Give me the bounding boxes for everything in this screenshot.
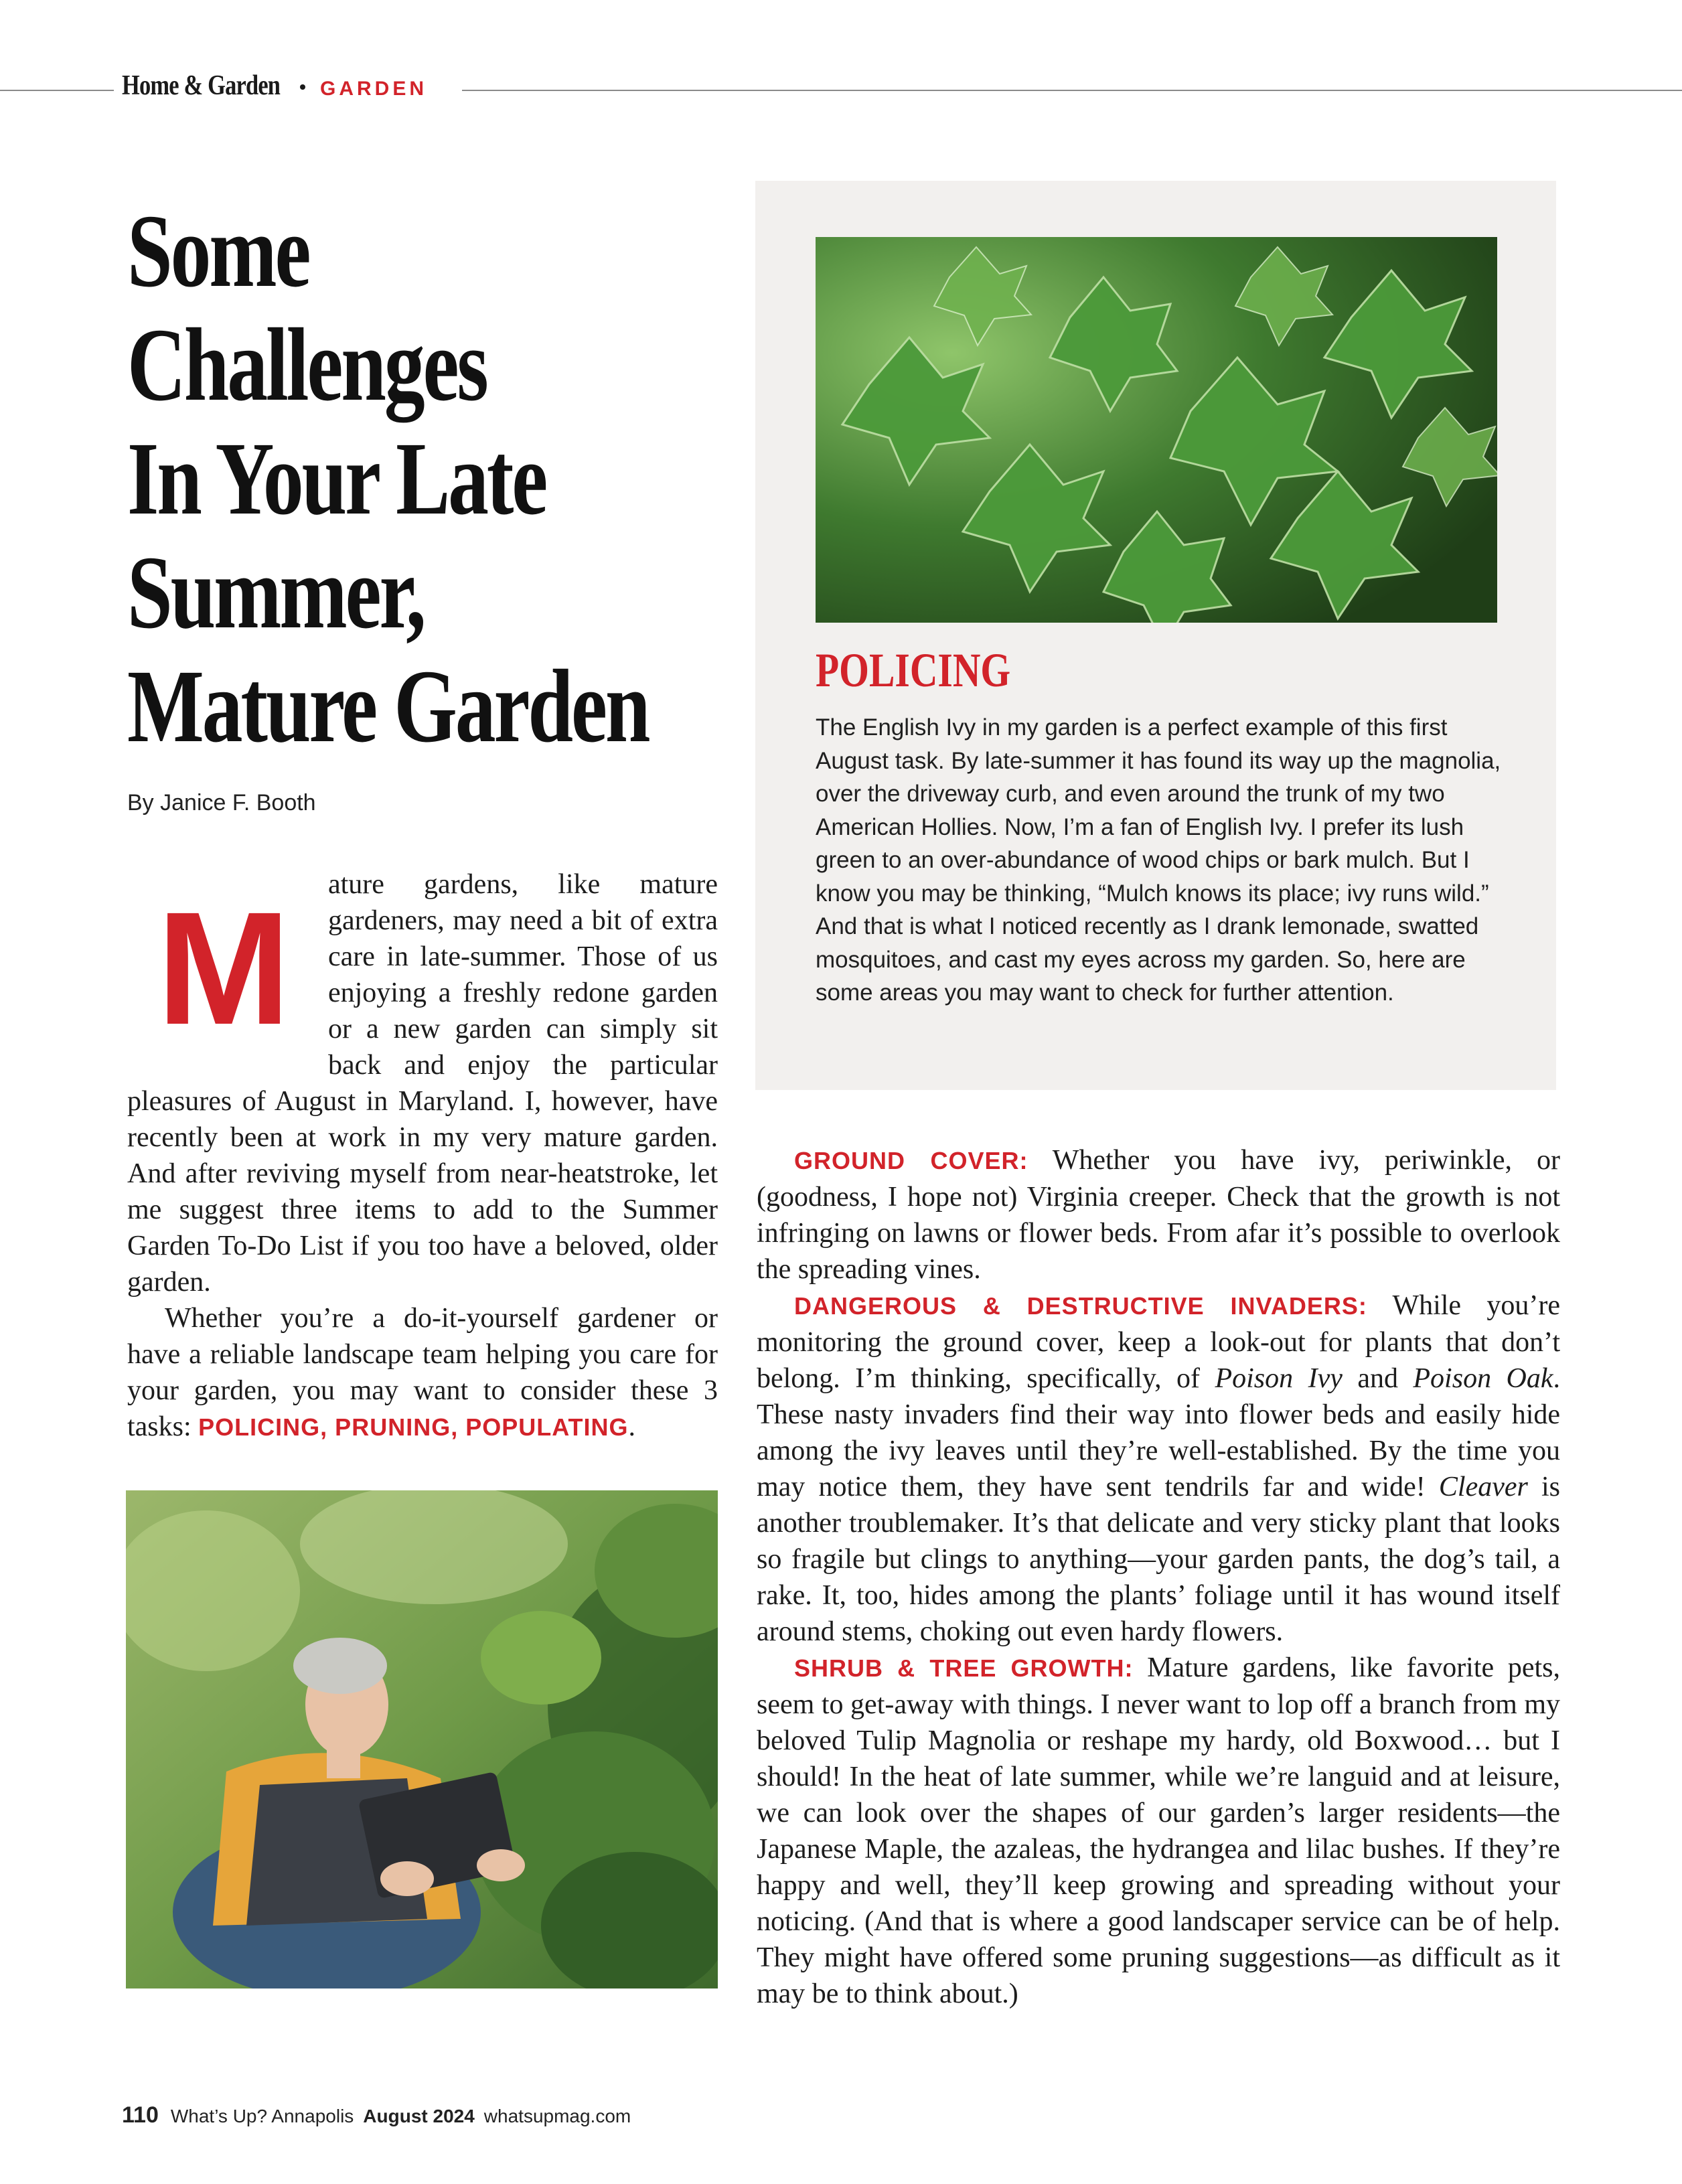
header-separator-dot (300, 84, 305, 90)
title-line: Some (127, 193, 309, 309)
invaders-label: DANGEROUS & DESTRUCTIVE INVADERS: (794, 1292, 1367, 1320)
invaders-text-1: While you’re monitoring the ground cover, keep a look-out for plants that don’t belong. I’m thinking, specifically, of (757, 1290, 1561, 1394)
title-line: Summer, (127, 534, 425, 650)
section-name: Home & Garden (122, 70, 283, 102)
poison-ivy-term: Poison Ivy (1215, 1363, 1343, 1394)
section-kicker: GARDEN (320, 78, 437, 100)
shrub-tree-text: Mature gardens, like favorite pets, seem to get-away with things. I never want to lop off a branch from my beloved Tulip Magnolia or reshape my hardy, old Boxwood… but I should! In the heat of late summer, while we’re languid and at leisure, we can look over the shapes of our garden’s larger residents—the Japanese Maple, the azaleas, the hydrangea and lilac bushes. If they’re happy and well, they’ll keep growing and spreading without your noticing. (And that is where a good landscaper service can be of help. They might have offered some pruning suggestions—as difficult as it may be to think about.) (757, 1652, 1560, 2009)
title-line: Challenges (127, 307, 487, 422)
page-footer (122, 2102, 631, 2128)
ground-cover-label: GROUND COVER: (794, 1147, 1028, 1174)
ground-cover-text: Whether you have ivy, periwinkle, or (goodness, I hope not) Virginia creeper. Check that the growth is not infringing on lawns or flower beds. From afar it’s possible to overlook the spreading vines. (757, 1145, 1561, 1285)
gardener-photo (126, 1490, 718, 1988)
tasks-highlight: POLICING, PRUNING, POPULATING (198, 1413, 629, 1441)
article-title (127, 193, 649, 764)
invaders-and: and (1342, 1363, 1413, 1394)
intro-paragraph-2 (127, 1300, 718, 1446)
shrub-tree-paragraph (757, 1650, 1560, 2012)
header-rule-right (462, 90, 1682, 91)
ground-cover-paragraph (757, 1142, 1560, 1288)
intro-paragraph-1: ature gardens, like mature gardeners, may need a bit of extra care in late-summer. Those of us enjoying a freshly redone garden or a new garden can simply sit back and enjoy the particular pleasures of August in Maryland. I, however, have recently been at work in my very mature garden. And after reviving myself from near-heatstroke, let me suggest three items to add to the Summer Garden To-Do List if you too have a beloved, older garden. (127, 869, 718, 1298)
period: . (628, 1411, 636, 1442)
invaders-paragraph (757, 1288, 1560, 1650)
invaders-text-3: is another troublemaker. It’s that delicate and very sticky plant that looks so fragile but clings to anything—your garden pants, the dog’s tail, a rake. It, too, hides among the plants’ foliage until it has wound itself around stems, choking out even hardy flowers. (757, 1472, 1560, 1647)
website: whatsupmag.com (483, 2106, 631, 2126)
title-line: In Your Late (127, 420, 546, 536)
tasks-column (757, 1142, 1560, 2012)
title-line: Mature Garden (127, 648, 649, 764)
invaders-text-2: . These nasty invaders find their way into flower beds and easily hide among the ivy leaves until they’re well-established. By the time you may notice them, they have sent tendrils far and wide! (757, 1363, 1560, 1502)
header-rule-left (0, 90, 114, 91)
byline: By Janice F. Booth (127, 790, 316, 815)
intro-paragraph-2-text: Whether you’re a do-it-yourself gardener or have a reliable landscape team helping you care for your garden, you may want to consider these 3 tasks: (127, 1303, 718, 1442)
intro-column (127, 866, 718, 1446)
shrub-tree-label: SHRUB & TREE GROWTH: (794, 1654, 1134, 1682)
drop-cap: M (157, 878, 291, 1058)
poison-oak-term: Poison Oak (1413, 1363, 1553, 1394)
cleaver-term: Cleaver (1438, 1472, 1528, 1502)
issue-date: August 2024 (363, 2106, 475, 2126)
sidebar-text: The English Ivy in my garden is a perfect example of this first August task. By late-summer it has found its way up the magnolia, over the driveway curb, and even around the trunk of my two American Hollies. Now, I’m a fan of English Ivy. I prefer its lush green to an over-abundance of wood chips or bark mulch. But I know you may be thinking, “Mulch knows its place; ivy runs wild.” And that is what I noticed recently as I drank lemonade, swatted mosquitoes, and cast my eyes across my garden. So, here are some areas you may want to check for further attention. (816, 714, 1501, 1006)
publication-name: What’s Up? Annapolis (170, 2106, 354, 2126)
sidebar-heading: POLICING (816, 643, 1011, 697)
ivy-photo (816, 237, 1497, 623)
page-number: 110 (122, 2102, 159, 2128)
